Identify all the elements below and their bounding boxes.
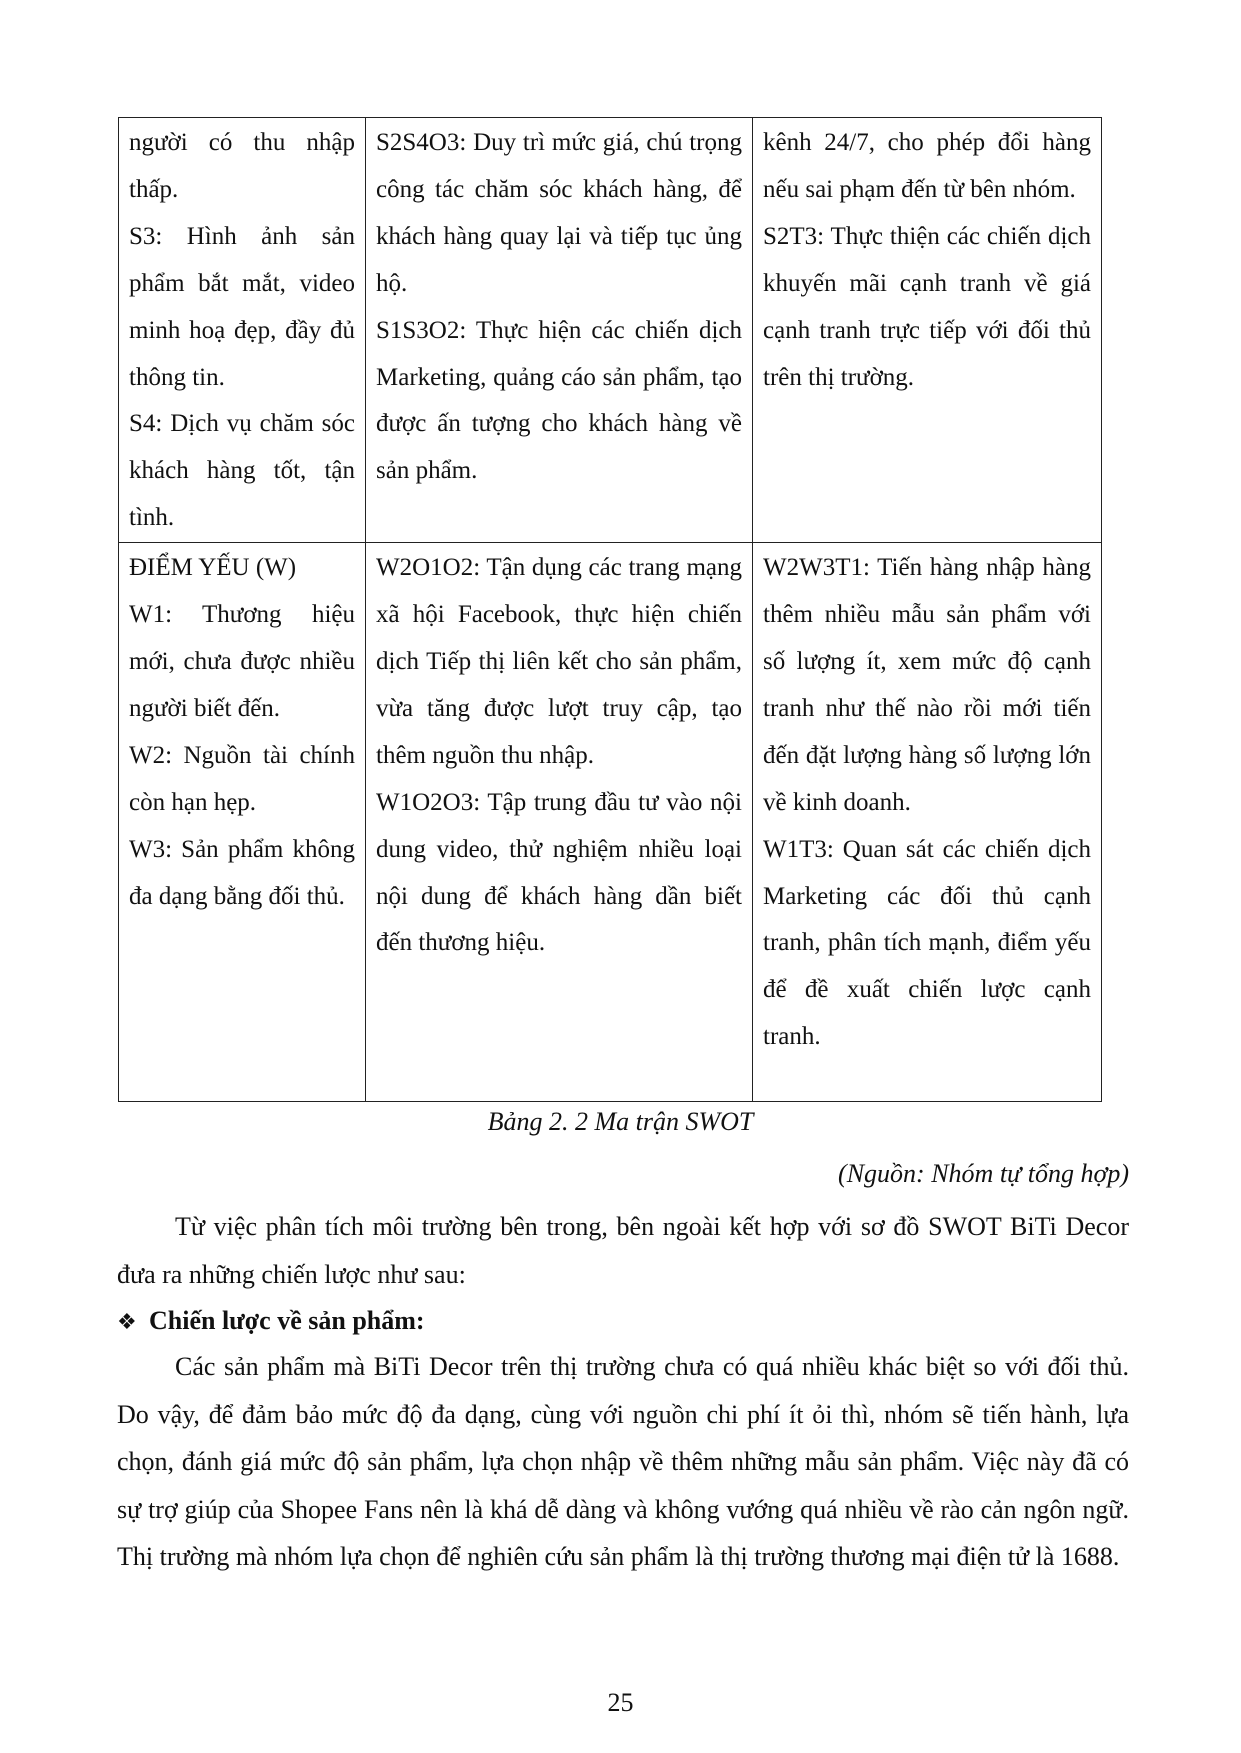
strategy-w2o1o2: W2O1O2: Tận dụng các trang mạng xã hội Facebook, thực hiện chiến dịch Tiếp thị liên kết cho sản phẩm, vừa tăng được lượt truy cập, tạo thêm nguồn thu nhập. (376, 554, 742, 769)
section-heading (117, 1301, 425, 1343)
strategy-st-continued: kênh 24/7, cho phép đổi hàng nếu sai phạm đến từ bên nhóm. (763, 129, 1091, 203)
weakness-w1: W1: Thương hiệu mới, chưa được nhiều người biết đến. (129, 601, 355, 722)
weakness-w3: W3: Sản phẩm không đa dạng bằng đối thủ. (129, 835, 355, 910)
wt-strategies-cell (753, 543, 1102, 1102)
weaknesses-heading: ĐIỂM YẾU (W) (129, 554, 297, 582)
diamond-bullet-icon: ❖ (117, 1310, 137, 1335)
weaknesses-cell (119, 543, 366, 1102)
table-row (119, 543, 1102, 1102)
strategy-w2w3t1: W2W3T1: Tiến hàng nhập hàng thêm nhiều mẫu sản phẩm với số lượng ít, xem mức độ cạnh tranh như thế nào rồi mới tiến đến đặt lượng hàng số lượng lớn về kinh doanh. (763, 554, 1091, 816)
st-strategies-cell (753, 118, 1102, 543)
product-strategy-paragraph: Các sản phẩm mà BiTi Decor trên thị trường chưa có quá nhiều khác biệt so với đối thủ. Do vậy, để đảm bảo mức độ đa dạng, cùng với nguồn chi phí ít ỏi thì, nhóm sẽ tiến hành, lựa chọn, đánh giá mức độ sản phẩm, lựa chọn nhập về thêm những mẫu sản phẩm. Việc này đã có sự trợ giúp của Shopee Fans nên là khá dễ dàng và không vướng quá nhiều về rào cản ngôn ngữ. Thị trường mà nhóm lựa chọn để nghiên cứu sản phẩm là thị trường thương mại điện tử là 1688. (117, 1352, 1129, 1571)
weakness-w2: W2: Nguồn tài chính còn hạn hẹp. (129, 741, 355, 816)
strategy-s1s3o2: S1S3O2: Thực hiện các chiến dịch Marketing, quảng cáo sản phẩm, tạo được ấn tượng cho khách hàng về sản phẩm. (376, 316, 742, 485)
strengths-cell (119, 118, 366, 543)
strength-s4: S4: Dịch vụ chăm sóc khách hàng tốt, tận tình. (129, 410, 355, 532)
wo-strategies-cell (366, 543, 753, 1102)
strategy-w1t3: W1T3: Quan sát các chiến dịch Marketing các đối thủ cạnh tranh, phân tích mạnh, điểm yếu để đề xuất chiến lược cạnh tranh. (763, 835, 1091, 1051)
table-source: (Nguồn: Nhóm tự tổng hợp) (838, 1159, 1129, 1188)
swot-matrix-table (118, 117, 1102, 1102)
strength-s3: S3: Hình ảnh sản phẩm bắt mắt, video minh hoạ đẹp, đầy đủ thông tin. (129, 222, 355, 391)
page-number: 25 (607, 1688, 634, 1717)
table-row (119, 118, 1102, 543)
strength-text: người có thu nhập thấp. (129, 129, 355, 203)
section-heading-text: Chiến lược về sản phẩm: (149, 1306, 425, 1335)
so-strategies-cell (366, 118, 753, 543)
table-caption: Bảng 2. 2 Ma trận SWOT (487, 1107, 754, 1136)
strategy-s2s4o3: S2S4O3: Duy trì mức giá, chú trọng công tác chăm sóc khách hàng, để khách hàng quay lại và tiếp tục ủng hộ. (376, 129, 742, 297)
strategy-w1o2o3: W1O2O3: Tập trung đầu tư vào nội dung video, thử nghiệm nhiều loại nội dung để khách hàng dần biết đến thương hiệu. (376, 788, 742, 957)
strategy-s2t3: S2T3: Thực thiện các chiến dịch khuyến mãi cạnh tranh về giá cạnh tranh trực tiếp với đối thủ trên thị trường. (763, 222, 1091, 391)
intro-paragraph: Từ việc phân tích môi trường bên trong, bên ngoài kết hợp với sơ đồ SWOT BiTi Decor đưa ra những chiến lược như sau: (117, 1212, 1129, 1289)
